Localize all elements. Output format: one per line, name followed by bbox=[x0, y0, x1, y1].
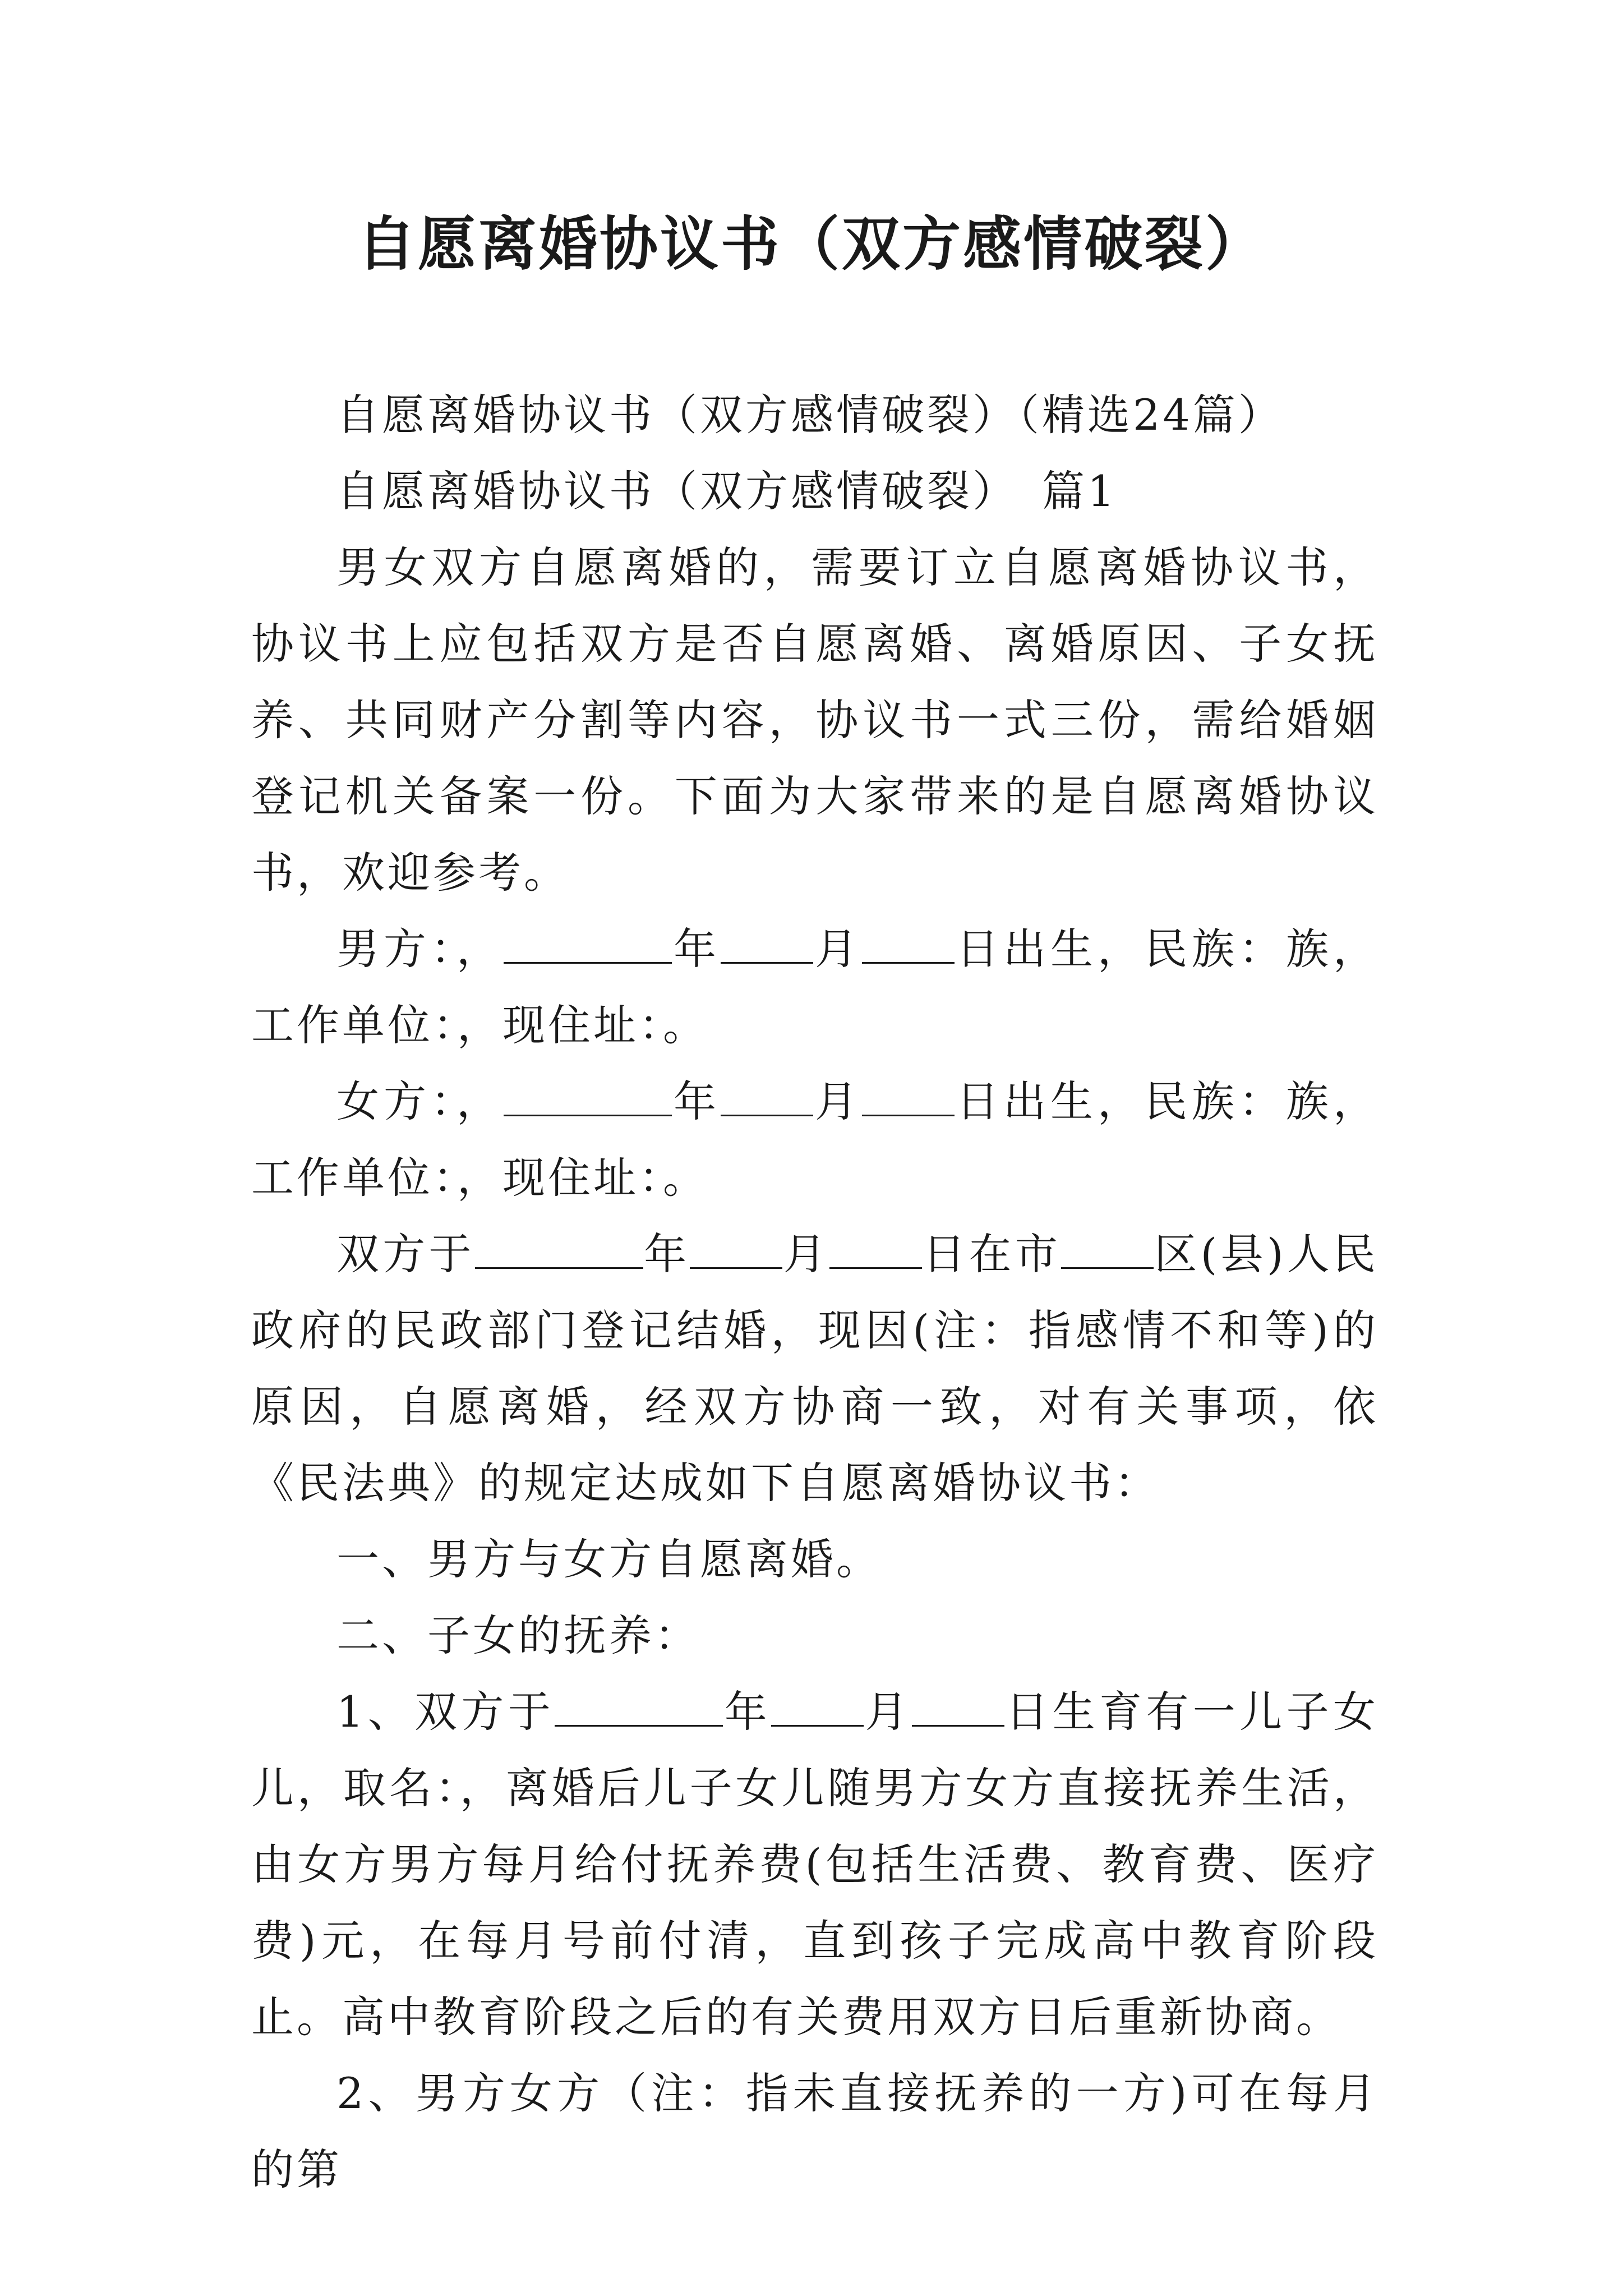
fill-blank bbox=[690, 1229, 782, 1269]
section-heading: 自愿离婚协议书（双方感情破裂） 篇1 bbox=[336, 466, 1118, 516]
fill-blank bbox=[912, 1687, 1004, 1727]
male-label: 男方：， bbox=[336, 924, 504, 974]
fill-blank bbox=[721, 924, 813, 964]
item-1-detail-text: 日生育有一儿子女儿，取名：，离婚后儿子女儿随男方女方直接抚养生活，由女方男方每月给付抚养费(包括生活费、教育费、医疗费)元，在每月号前付清，直到孩子完成高中教育阶段止。高中教育阶段之后的有关费用双方日后重新协商。 bbox=[251, 1687, 1378, 2042]
document-body bbox=[251, 377, 1378, 2208]
fill-blank bbox=[829, 1229, 922, 1269]
fill-blank bbox=[862, 924, 955, 964]
subtitle-paragraph: 自愿离婚协议书（双方感情破裂）（精选24篇） bbox=[336, 390, 1284, 440]
male-info-paragraph bbox=[251, 911, 1378, 1064]
item-1-start: 1、双方于 bbox=[336, 1687, 555, 1737]
fill-blank bbox=[555, 1687, 723, 1727]
marriage-detail-text: 区(县)人民政府的民政部门登记结婚，现因(注：指感情不和等)的原因，自愿离婚，经双方协商一致，对有关事项，依《民法典》的规定达成如下自愿离婚协议书： bbox=[251, 1229, 1379, 1508]
marriage-start: 双方于 bbox=[336, 1229, 475, 1279]
marriage-paragraph bbox=[251, 1216, 1378, 1521]
marriage-day-label: 日在市 bbox=[921, 1229, 1062, 1279]
clause-2: 二、子女的抚养： bbox=[336, 1611, 700, 1660]
female-year-label: 年 bbox=[672, 1076, 721, 1126]
item-1-year-label: 年 bbox=[723, 1687, 772, 1737]
marriage-month-label: 月 bbox=[782, 1229, 829, 1279]
female-info-paragraph bbox=[251, 1064, 1378, 1216]
intro-paragraph: 男女双方自愿离婚的，需要订立自愿离婚协议书，协议书上应包括双方是否自愿离婚、离婚原因、子女抚养、共同财产分割等内容，协议书一式三份，需给婚姻登记机关备案一份。下面为大家带来的是自愿离婚协议书，欢迎参考。 bbox=[251, 542, 1378, 898]
male-month-label: 月 bbox=[813, 924, 862, 974]
male-detail-text: 日出生，民族：族，工作单位：，现住址：。 bbox=[251, 924, 1378, 1050]
fill-blank bbox=[1061, 1229, 1154, 1269]
male-year-label: 年 bbox=[672, 924, 721, 974]
item-1-month-label: 月 bbox=[864, 1687, 912, 1737]
fill-blank bbox=[862, 1076, 955, 1116]
item-2-paragraph: 2、男方女方（注：指未直接抚养的一方)可在每月的第 bbox=[251, 2068, 1378, 2194]
clause-1: 一、男方与女方自愿离婚。 bbox=[336, 1534, 882, 1584]
fill-blank bbox=[504, 1076, 672, 1116]
document-title: 自愿离婚协议书（双方感情破裂） bbox=[357, 210, 1266, 278]
fill-blank bbox=[771, 1687, 864, 1727]
marriage-year-label: 年 bbox=[643, 1229, 690, 1279]
female-label: 女方：， bbox=[336, 1076, 504, 1126]
fill-blank bbox=[721, 1076, 813, 1116]
item-1-paragraph bbox=[251, 1674, 1378, 2055]
female-detail-text: 日出生，民族：族，工作单位：，现住址：。 bbox=[251, 1076, 1378, 1203]
female-month-label: 月 bbox=[813, 1076, 862, 1126]
fill-blank bbox=[504, 924, 672, 964]
fill-blank bbox=[475, 1229, 643, 1269]
